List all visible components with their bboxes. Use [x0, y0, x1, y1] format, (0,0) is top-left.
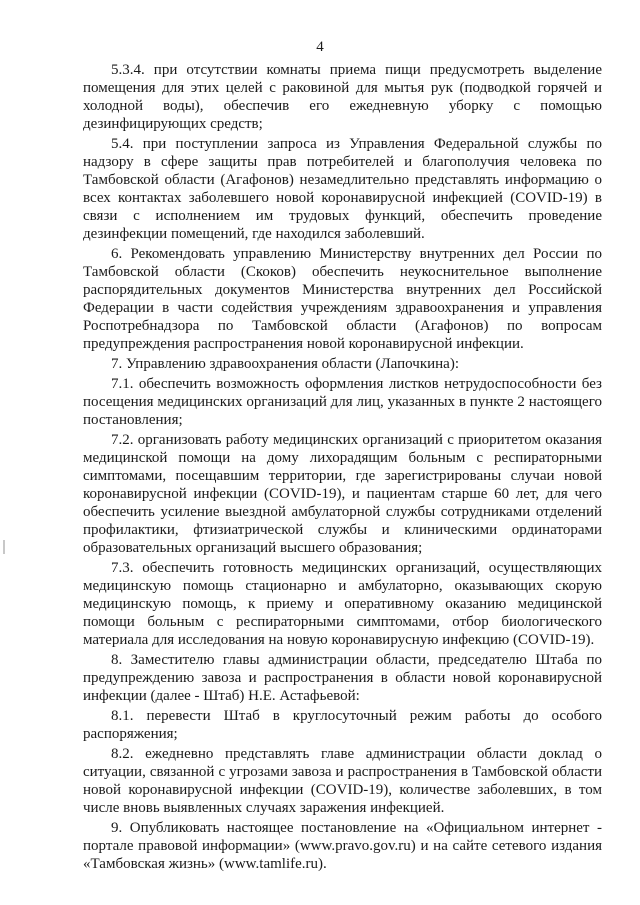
paragraph-8-2: 8.2. ежедневно представлять главе администрации области доклад о ситуации, связанной с угрозами завоза и распространения в Тамбовской области новой коронавирусной инфекции (COVID-19), количестве заболевших, в том числе вновь выявленных случаях заражения инфекцией.	[83, 746, 602, 816]
paragraph-7-2: 7.2. организовать работу медицинских организаций с приоритетом оказания медицинской помощи на дому лихорадящим больным с респираторными симптомами, посещавшим территории, где зарегистрированы случаи новой коронавирусной инфекции (COVID-19), и пациентам старше 60 лет, для чего обеспечить усиление выездной амбулаторной службы сотрудниками отделений профилактики, фтизиатрической службы и клиническими ординаторами образовательных организаций высшего образования;	[83, 432, 602, 556]
scan-margin-mark	[3, 540, 5, 554]
document-body	[83, 61, 602, 873]
paragraph-7: 7. Управлению здравоохранения области (Лапочкина):	[111, 356, 459, 372]
paragraph-5-4: 5.4. при поступлении запроса из Управления Федеральной службы по надзору в сфере защиты прав потребителей и благополучия человека по Тамбовской области (Агафонов) незамедлительно представлять информацию о всех контактах заболевшего новой коронавирусной инфекцией (COVID-19) в связи с исполнением им трудовых функций, обеспечить проведение дезинфекции помещений, где находился заболевший.	[83, 136, 602, 242]
paragraph-9: 9. Опубликовать настоящее постановление на «Официальном интернет - портале правовой информации» (www.pravo.gov.ru) и на сайте сетевого издания «Тамбовская жизнь» (www.tamlife.ru).	[83, 820, 602, 872]
page-number: 4	[316, 39, 324, 55]
paragraph-5-3-4: 5.3.4. при отсутствии комнаты приема пищи предусмотреть выделение помещения для этих целей с раковиной для мытья рук (подводкой горячей и холодной воды), обеспечив его ежедневную уборку с помощью дезинфицирующих средств;	[83, 62, 602, 132]
paragraph-6: 6. Рекомендовать управлению Министерству внутренних дел России по Тамбовской области (Скоков) обеспечить неукоснительное выполнение распорядительных документов Министерства внутренних дел Российской Федерации в части содействия учреждениям здравоохранения и управления Роспотребнадзора по Тамбовской области (Агафонов) по вопросам предупреждения распространения новой коронавирусной инфекции.	[83, 246, 602, 352]
paragraph-7-3: 7.3. обеспечить готовность медицинских организаций, осуществляющих медицинскую помощь стационарно и амбулаторно, оказывающих скорую медицинскую помощь, к приему и оперативному оказанию медицинской помощи больным с респираторными симптомами, отбор биологического материала для исследования на новую коронавирусную инфекцию (COVID-19).	[83, 560, 602, 648]
paragraph-7-1: 7.1. обеспечить возможность оформления листков нетрудоспособности без посещения медицинских организаций для лиц, указанных в пункте 2 настоящего постановления;	[83, 376, 602, 428]
paragraph-8-1: 8.1. перевести Штаб в круглосуточный режим работы до особого распоряжения;	[83, 708, 602, 742]
paragraph-8: 8. Заместителю главы администрации области, председателю Штаба по предупреждению завоза и распространения в области новой коронавирусной инфекции (далее - Штаб) Н.Е. Астафьевой:	[83, 652, 602, 704]
